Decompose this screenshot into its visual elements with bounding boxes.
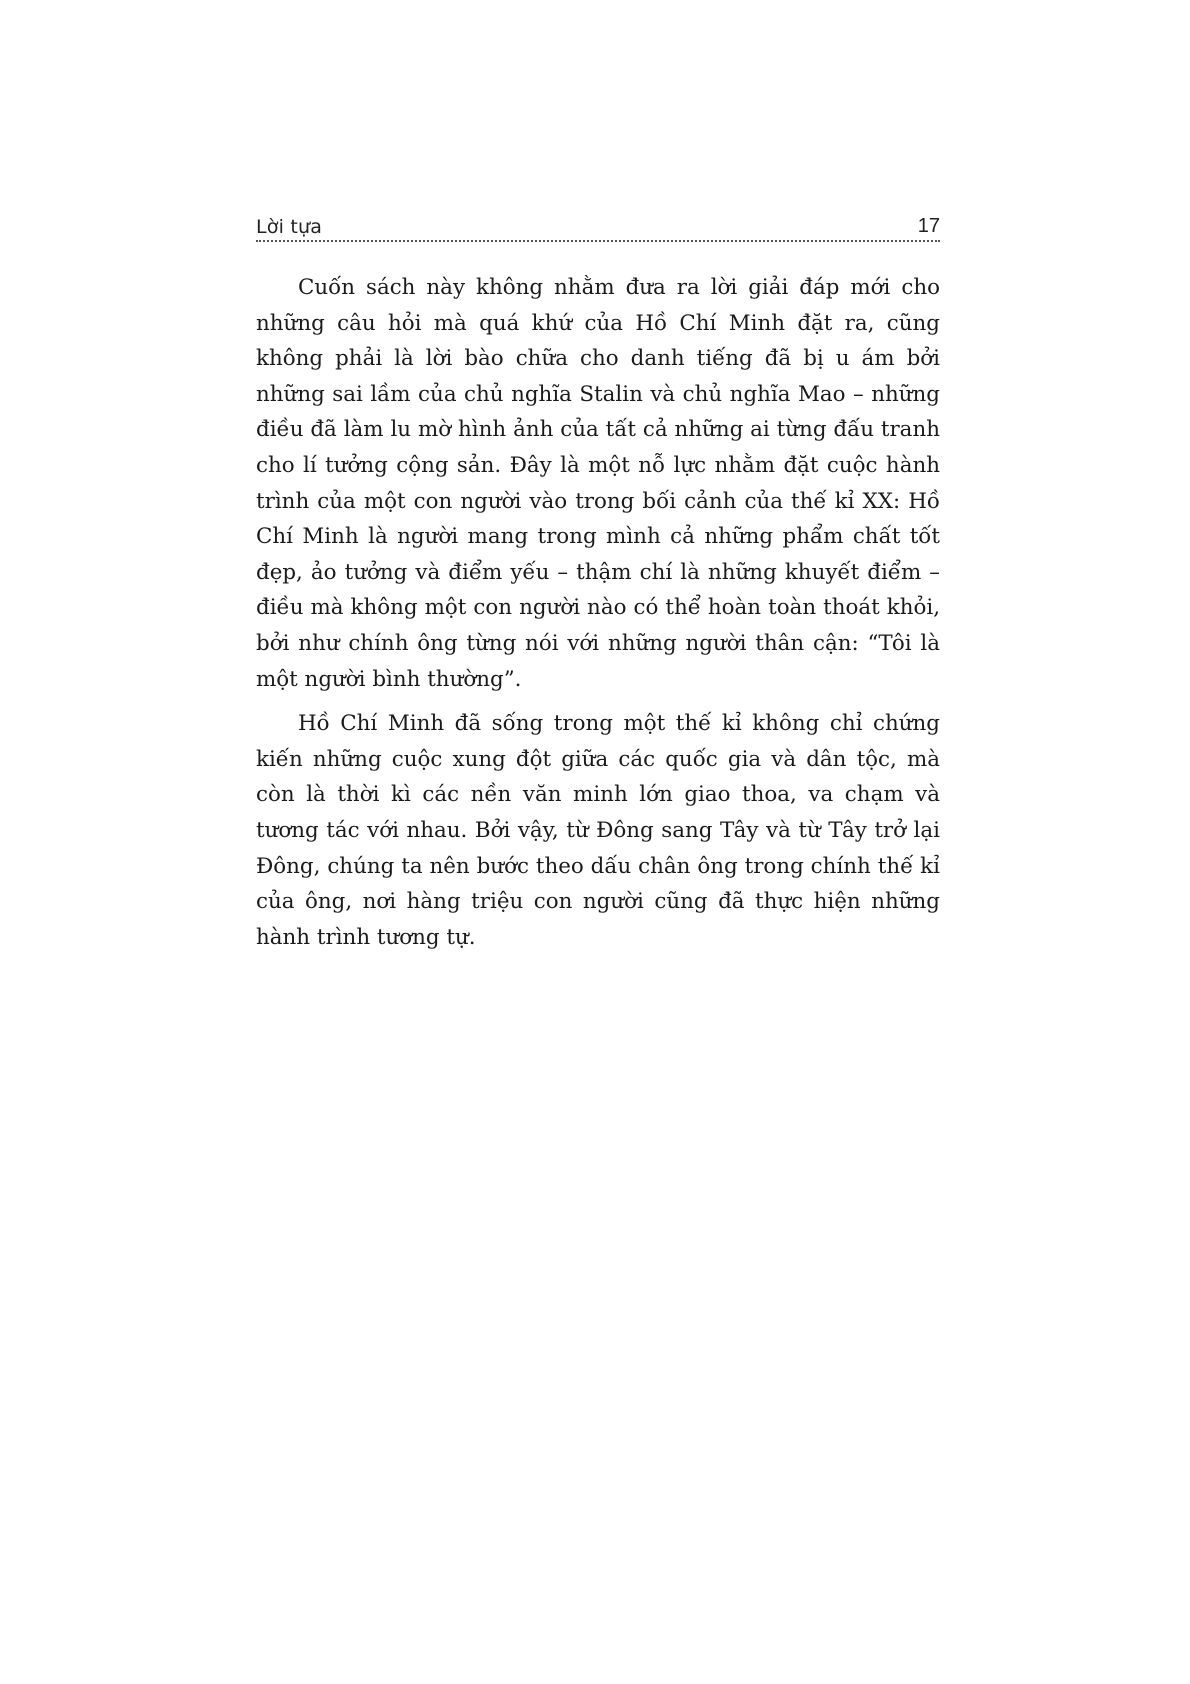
chapter-title: Lời tựa (256, 216, 323, 238)
header-divider (256, 240, 940, 242)
page-number: 17 (917, 215, 940, 237)
paragraph: Hồ Chí Minh đã sống trong một thế kỉ không chỉ chứng kiến những cuộc xung đột giữa các quốc gia và dân tộc, mà còn là thời kì các nền văn minh lớn giao thoa, va chạm và tương tác với nhau. Bởi vậy, từ Đông sang Tây và từ Tây trở lại Đông, chúng ta nên bước theo dấu chân ông trong chính thế kỉ của ông, nơi hàng triệu con người cũng đã thực hiện những hành trình tương tự. (256, 711, 940, 950)
body-text (256, 270, 940, 964)
paragraph: Cuốn sách này không nhằm đưa ra lời giải đáp mới cho những câu hỏi mà quá khứ của Hồ Chí Minh đặt ra, cũng không phải là lời bào chữa cho danh tiếng đã bị u ám bởi những sai lầm của chủ nghĩa Stalin và chủ nghĩa Mao – những điều đã làm lu mờ hình ảnh của tất cả những ai từng đấu tranh cho lí tưởng cộng sản. Đây là một nỗ lực nhằm đặt cuộc hành trình của một con người vào trong bối cảnh của thế kỉ XX: Hồ Chí Minh là người mang trong mình cả những phẩm chất tốt đẹp, ảo tưởng và điểm yếu – thậm chí là những khuyết điểm – điều mà không một con người nào có thể hoàn toàn thoát khỏi, bởi như chính ông từng nói với những người thân cận: “Tôi là một người bình thường”. (256, 275, 940, 692)
running-header (256, 206, 940, 238)
